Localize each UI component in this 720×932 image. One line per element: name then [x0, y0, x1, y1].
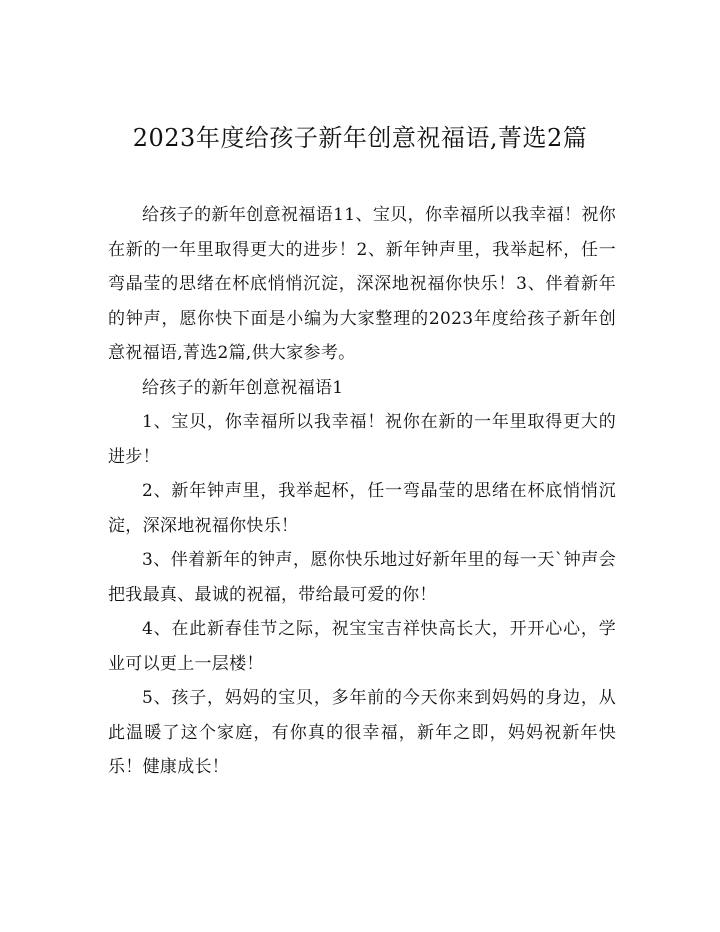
wish-item-1: 1、宝贝，你幸福所以我幸福！祝你在新的一年里取得更大的进步！: [108, 412, 616, 467]
wish-item-2: 2、新年钟声里，我举起杯，任一弯晶莹的思绪在杯底悄悄沉淀，深深地祝福你快乐！: [108, 481, 616, 536]
document-title: 2023年度给孩子新年创意祝福语,菁选2篇: [132, 124, 588, 152]
wish-item-3: 3、伴着新年的钟声，愿你快乐地过好新年里的每一天`钟声会把我最真、最诚的祝福，带给最可爱的你！: [108, 550, 616, 605]
section-heading: 给孩子的新年创意祝福语1: [142, 377, 344, 398]
wish-item-4: 4、在此新春佳节之际，祝宝宝吉祥快高长大，开开心心，学业可以更上一层楼！: [108, 619, 616, 674]
intro-paragraph: 给孩子的新年创意祝福语11、宝贝，你幸福所以我幸福！祝你在新的一年里取得更大的进步！2、新年钟声里，我举起杯，任一弯晶莹的思绪在杯底悄悄沉淀，深深地祝福你快乐！3、伴着新年的钟声，愿你快下面是小编为大家整理的2023年度给孩子新年创意祝福语,菁选2篇,供大家参考。: [108, 205, 616, 363]
wish-item-5: 5、孩子，妈妈的宝贝，多年前的今天你来到妈妈的身边，从此温暖了这个家庭，有你真的很幸福，新年之即，妈妈祝新年快乐！健康成长！: [108, 688, 616, 777]
document-body: [108, 198, 616, 785]
